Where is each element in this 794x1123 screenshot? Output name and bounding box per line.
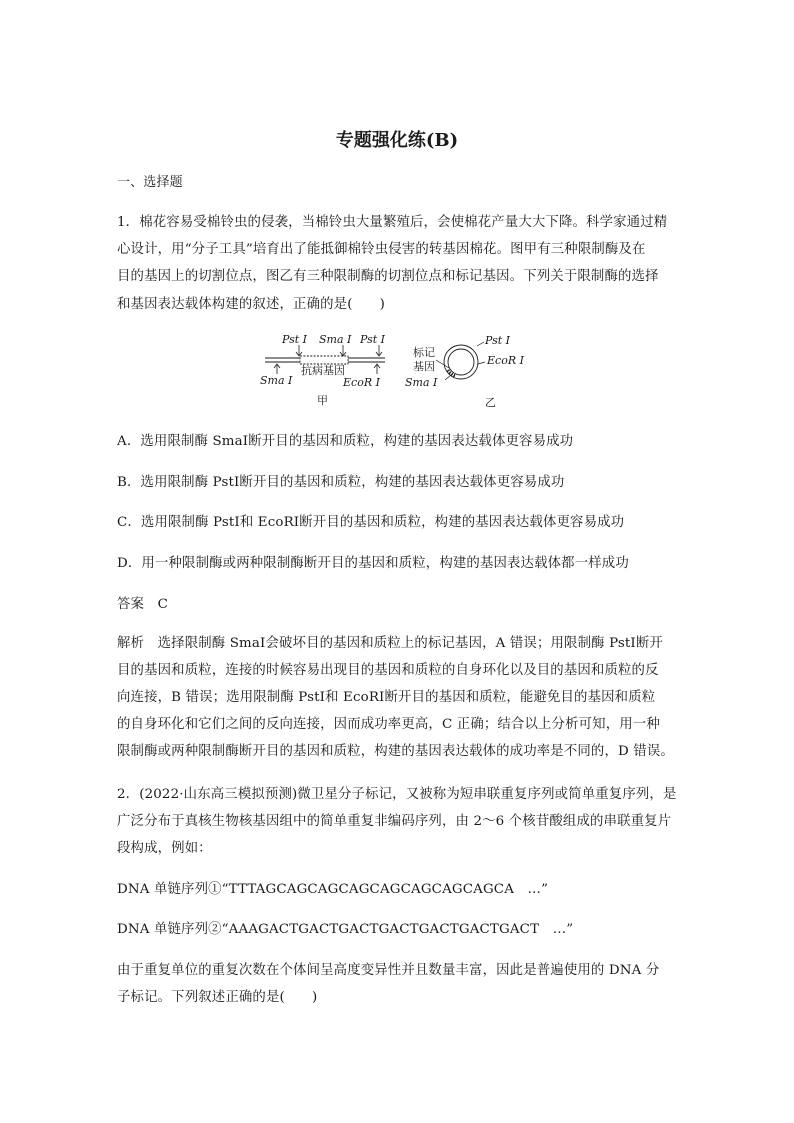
q1-option-b: B．选用限制酶 PstⅠ断开目的基因和质粒，构建的基因表达载体更容易成功 [117, 475, 565, 490]
sma-pointer [445, 375, 451, 380]
plasmid-inner [448, 349, 474, 375]
q1-line-3: 目的基因上的切割位点，图乙有三种限制酶的切割位点和标记基因。下列关于限制酶的选择 [117, 269, 659, 284]
q1-analysis-line-1: 解析 选择限制酶 SmaⅠ会破坏目的基因和质粒上的标记基因，A 错误；用限制酶 PstⅠ断开 [117, 636, 663, 651]
label-ecor: EcoR Ⅰ [343, 376, 380, 389]
section-heading: 一、选择题 [117, 175, 183, 190]
label-yi-ecor: EcoR Ⅰ [487, 354, 524, 367]
q2-line-3: 段构成，例如： [117, 841, 212, 856]
q1-line-4: 和基因表达载体构建的叙述，正确的是( ) [117, 297, 386, 312]
q2-tail-line-1: 由于重复单位的重复次数在个体间呈高度变异性并且数量丰富，因此是普遍使用的 DNA 分 [117, 963, 660, 978]
page-title: 专题强化练(B) [335, 130, 459, 151]
pst-pointer [477, 342, 484, 346]
label-target-gene: 抗病基因 [301, 364, 345, 377]
target-gene-box [300, 356, 348, 364]
q1-line-2: 心设计，用“分子工具”培育出了能抵御棉铃虫侵害的转基因棉花。图甲有三种限制酶及在 [117, 242, 646, 257]
restriction-enzyme-figure [255, 334, 555, 410]
label-yi-pst: Pst Ⅰ [485, 334, 511, 347]
label-sma-bottom: Sma Ⅰ [260, 374, 293, 387]
figure-yi [405, 334, 525, 409]
q1-analysis-line-5: 限制酶或两种限制酶断开目的基因和质粒，构建的基因表达载体的成功率是不同的，D 错误。 [117, 744, 674, 759]
figure-jia [260, 333, 386, 407]
q1-option-d: D．用一种限制酶或两种限制酶断开目的基因和质粒，构建的基因表达载体都一样成功 [117, 556, 629, 571]
label-sma-top: Sma Ⅰ [319, 333, 352, 346]
plasmid-outer [444, 345, 478, 379]
q1-option-c: C．选用限制酶 PstⅠ和 EcoRⅠ断开目的基因和质粒，构建的基因表达载体更容易成功 [117, 515, 625, 530]
label-marker-2: 基因 [413, 360, 435, 373]
q1-analysis-line-2: 目的基因和质粒，连接的时候容易出现目的基因和质粒的自身环化以及目的基因和质粒的反 [117, 663, 659, 678]
q1-line-1: 1．棉花容易受棉铃虫的侵袭，当棉铃虫大量繁殖后，会使棉花产量大大下降。科学家通过精 [117, 215, 668, 230]
q1-analysis-line-3: 向连接，B 错误；选用限制酶 PstⅠ和 EcoRⅠ断开目的基因和质粒，能避免目的基因和质粒 [117, 690, 656, 705]
caption-jia: 甲 [317, 394, 328, 407]
caption-yi: 乙 [485, 396, 496, 409]
q2-sequence-1: DNA 单链序列①“TTTAGCAGCAGCAGCAGCAGCAGCAGCA …” [117, 882, 549, 897]
q1-answer: 答案 C [117, 597, 169, 612]
q2-sequence-2: DNA 单链序列②“AAAGACTGACTGACTGACTGACTGACTGACT …” [117, 922, 574, 937]
ecor-pointer [478, 362, 485, 364]
q2-line-1: 2．(2022·山东高三模拟预测)微卫星分子标记，又被称为短串联重复序列或简单重复序列，是 [117, 787, 677, 802]
q2-tail-line-2: 子标记。下列叙述正确的是( ) [117, 990, 318, 1005]
label-marker-1: 标记 [413, 346, 435, 359]
label-pst-right: Pst Ⅰ [360, 333, 386, 346]
q1-analysis-line-4: 的自身环化和它们之间的反向连接，因而成功率更高，C 正确；结合以上分析可知，用一种 [117, 717, 660, 732]
marker-pointer [436, 360, 449, 368]
q1-option-a: A．选用限制酶 SmaⅠ断开目的基因和质粒，构建的基因表达载体更容易成功 [117, 434, 574, 449]
q2-line-2: 广泛分布于真核生物核基因组中的简单重复非编码序列，由 2～6 个核苷酸组成的串联重复片 [117, 814, 672, 829]
label-yi-sma: Sma Ⅰ [405, 376, 438, 389]
label-pst-left: Pst Ⅰ [282, 333, 308, 346]
figure-svg [255, 334, 555, 410]
